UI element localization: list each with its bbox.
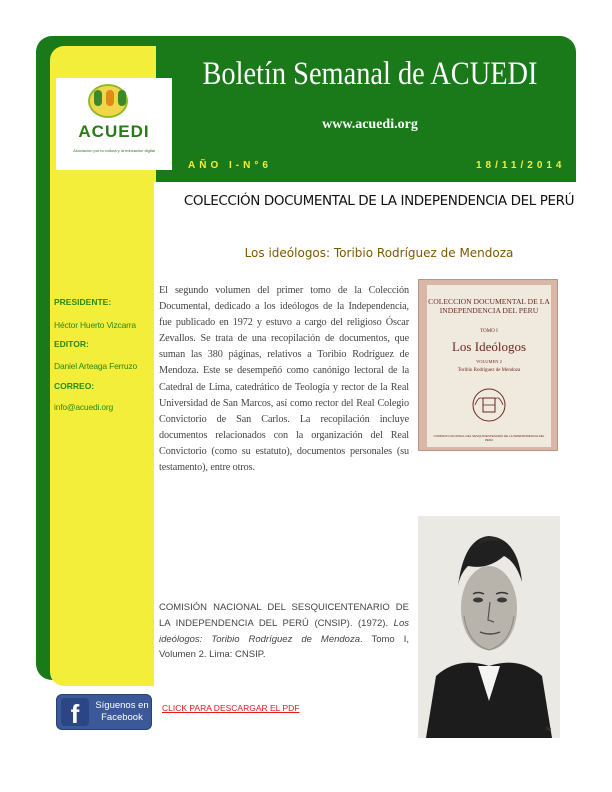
citation bbox=[159, 600, 409, 663]
acuedi-logo bbox=[56, 78, 172, 170]
book-cover-page bbox=[427, 285, 551, 447]
book-publisher: COMISION NACIONAL DEL SESQUICENTENARIO DE LA INDEPENDENCIA DEL PERU bbox=[433, 434, 545, 442]
article-title: COLECCIÓN DOCUMENTAL DE LA INDEPENDENCIA DEL PERÚ bbox=[183, 193, 575, 209]
logo-figure-icon bbox=[118, 90, 126, 106]
facebook-label: Síguenos en Facebook bbox=[95, 700, 149, 723]
toribio-portrait-icon bbox=[418, 516, 560, 738]
citation-details: . Tomo I, Volumen 2. Lima: CNSIP. bbox=[159, 633, 409, 661]
citation-title: Los ideólogos: Toribio Rodríguez de Mendoza bbox=[159, 617, 409, 645]
book-author: Toribio Rodríguez de Mendoza bbox=[457, 368, 521, 373]
president-name: Héctor Huerto Vizcarra bbox=[54, 320, 136, 330]
download-pdf-link[interactable]: CLICK PARA DESCARGAR EL PDF bbox=[162, 703, 300, 713]
email-link[interactable]: info@acuedi.org bbox=[54, 402, 114, 412]
citation-authors: COMISIÓN NACIONAL DEL SESQUICENTENARIO DE LA INDEPENDENCIA DEL PERÚ (CNSIP). (1972). bbox=[159, 602, 409, 629]
book-tomo: TOMO I bbox=[480, 329, 498, 334]
facebook-icon: f bbox=[61, 698, 89, 726]
editor-name: Daniel Arteaga Ferruzo bbox=[54, 361, 138, 371]
logo-name: ACUEDI bbox=[78, 122, 150, 141]
bulletin-title: Boletín Semanal de ACUEDI bbox=[202, 56, 538, 92]
editor-label: EDITOR: bbox=[54, 339, 89, 349]
website-url[interactable]: www.acuedi.org bbox=[322, 117, 418, 132]
issue-date: 18/11/2014 bbox=[476, 160, 566, 171]
facebook-follow-button[interactable] bbox=[56, 694, 152, 730]
book-collection-title: COLECCION DOCUMENTAL DE LA INDEPENDENCIA DEL PERU bbox=[428, 297, 550, 315]
email-label: CORREO: bbox=[54, 381, 95, 391]
portrait-image bbox=[418, 516, 560, 738]
svg-text:Sp: Sp bbox=[546, 727, 552, 732]
logo-figure-icon bbox=[106, 90, 114, 106]
article-subtitle: Los ideólogos: Toribio Rodríguez de Mendoza bbox=[244, 246, 514, 260]
book-volume: VOLUMEN 2 bbox=[476, 359, 502, 364]
book-title: Los Ideólogos bbox=[451, 339, 527, 354]
issue-number: AÑO I-N°6 bbox=[188, 160, 272, 171]
logo-figure-icon bbox=[94, 90, 102, 106]
book-cover-image bbox=[418, 279, 558, 451]
article-body: El segundo volumen del primer tomo de la Colección Documental, dedicado a los ideólogos de la Independencia, fue publicado en 1972 y estuvo a cargo del religioso Óscar Zevallos. Se trata de una recopilación de documentos, que suman las 380 páginas, relativos a Toribio Rodríguez de Mendoza. Este se desempeñó como canónigo lectoral de la Catedral de Lima, catedrático de Teología y rector de la Real Universidad de San Marcos, así como rector del Real Colegio Convictorio de San Carlos. La recopilación incluye documentos relacionados con la organización del Real Convictorio (como su estatuto), documentos personales (su testamento), entre otros. bbox=[159, 285, 409, 474]
coat-of-arms-icon bbox=[469, 385, 509, 425]
president-label: PRESIDENTE: bbox=[54, 297, 112, 307]
logo-tagline: Asociación por la cultura y la educación digital bbox=[73, 148, 155, 153]
